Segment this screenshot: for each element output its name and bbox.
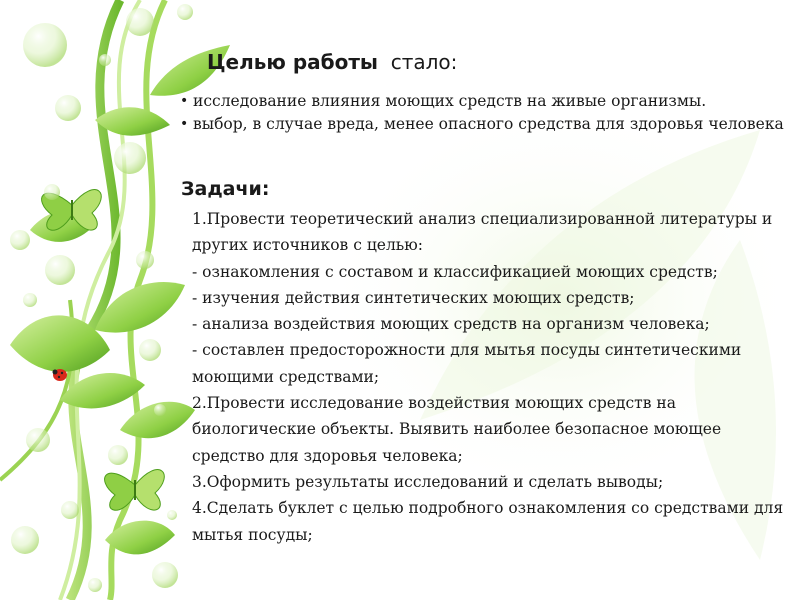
task-line: 4.Сделать буклет с целью подробного ознакомления со средствами для мытья посуды; <box>192 499 784 544</box>
ladybug-icon <box>53 369 68 381</box>
task-line: - составлен предосторожности для мытья посуды синтетическими моющими средствами; <box>192 341 742 386</box>
task-line: - ознакомления с составом и классификацией моющих средств; <box>192 262 718 281</box>
goal-heading-rest: стало: <box>390 50 458 74</box>
task-line: 1.Провести теоретический анализ специализированной литературы и других источников с целью: <box>192 210 773 255</box>
goal-item: • выбор, в случае вреда, менее опасного средства для здоровья человека <box>180 113 790 136</box>
goal-heading-bold: Целью работы <box>207 50 379 74</box>
task-line: 2.Провести исследование воздействия моющих средств на биологические объекты. Выявить наиболее безопасное моющее средство для здоровья человека; <box>192 394 722 465</box>
goal-heading <box>207 50 457 74</box>
tasks-heading: Задачи: <box>181 178 270 200</box>
goal-list <box>180 90 790 136</box>
task-line: - изучения действия синтетических моющих средств; <box>192 288 635 307</box>
task-line: 3.Оформить результаты исследований и сделать выводы; <box>192 472 664 491</box>
tasks-list <box>192 206 792 548</box>
task-line: - анализа воздействия моющих средств на организм человека; <box>192 315 710 334</box>
goal-item: • исследование влияния моющих средств на живые организмы. <box>180 90 790 113</box>
